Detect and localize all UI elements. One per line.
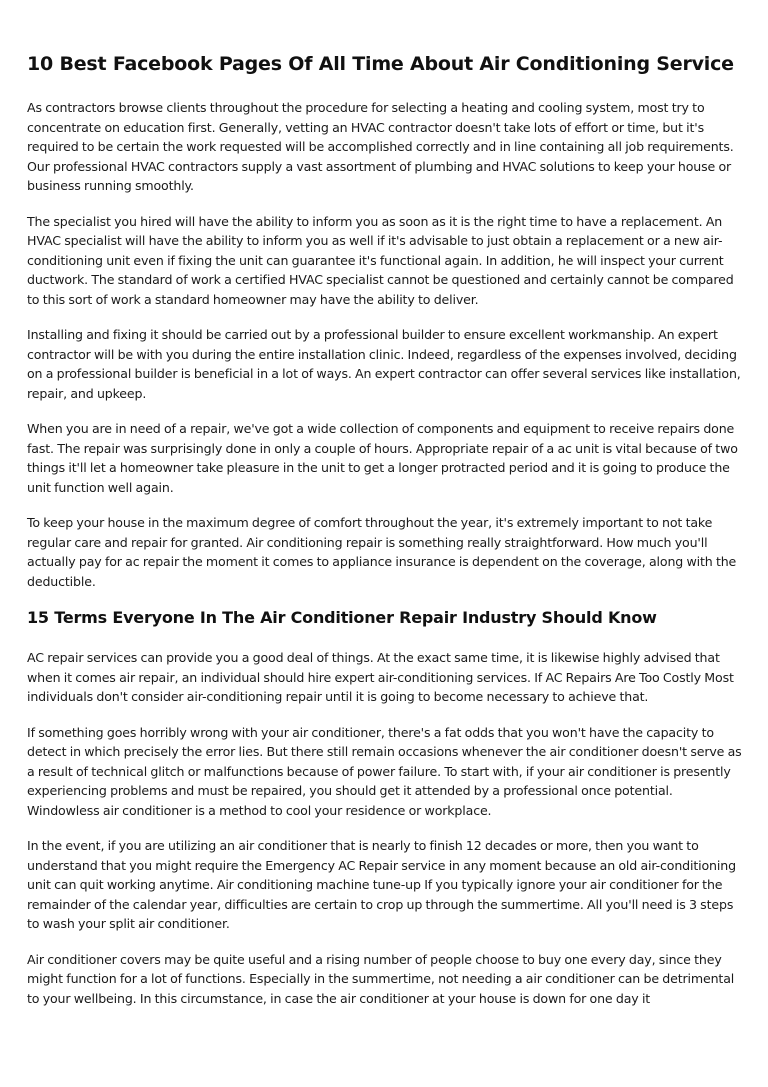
paragraph: As contractors browse clients throughout the procedure for selecting a heating and cooling system, most try to concentrate on education first. Generally, vetting an HVAC contractor doesn't take lots of effort or time, but it's required to be certain the work requested will be accomplished correctly and in line containing all job requirements. Our professional HVAC contractors supply a vast assortment of plumbing and HVAC solutions to keep your house or business running smoothly. — [27, 100, 734, 193]
paragraph: Air conditioner covers may be quite useful and a rising number of people choose to buy one every day, since they might function for a lot of functions. Especially in the summertime, not needing a air conditioner can be detrimental to your wellbeing. In this circumstance, in case the air conditioner at your house is down for one day it — [27, 951, 735, 1006]
paragraph: When you are in need of a repair, we've got a wide collection of components and equipment to receive repairs done fast. The repair was surprisingly done in only a couple of hours. Appropriate repair of a ac unit is vital because of two things it'll let a homeowner take pleasure in the unit to get a longer protracted period and it is going to produce the unit function well again. — [27, 421, 738, 495]
paragraph: To keep your house in the maximum degree of comfort throughout the year, it's extremely important to not take regular care and repair for granted. Air conditioning repair is something really straightforward. How much you'll actually pay for ac repair the moment it comes to appliance insurance is dependent on the coverage, along with the deductible. — [27, 515, 737, 589]
paragraph: AC repair services can provide you a good deal of things. At the exact same time, it is likewise highly advised that when it comes air repair, an individual should hire expert air-conditioning services. If AC Repairs Are Too Costly Most individuals don't consider air-conditioning repair until it is going to become necessary to achieve that. — [27, 650, 734, 704]
document-title: 10 Best Facebook Pages Of All Time About Air Conditioning Service — [27, 53, 734, 75]
paragraph: Installing and fixing it should be carried out by a professional builder to ensure excellent workmanship. An expert contractor will be with you during the entire installation clinic. Indeed, regardless of the expenses involved, deciding on a professional builder is beneficial in a lot of ways. An expert contractor can offer several services like installation, repair, and upkeep. — [27, 327, 741, 401]
paragraph: In the event, if you are utilizing an air conditioner that is nearly to finish 12 decades or more, then you want to understand that you might require the Emergency AC Repair service in any moment because an old air-conditioning unit can quit working anytime. Air conditioning machine tune-up If you typically ignore your air conditioner for the remainder of the calendar year, difficulties are certain to crop up through the summertime. All you'll need is 3 steps to wash your split air conditioner. — [27, 838, 736, 931]
paragraph: The specialist you hired will have the ability to inform you as soon as it is the right time to have a replacement. An HVAC specialist will have the ability to inform you as well if it's advisable to just obtain a replacement or a new air-conditioning unit even if fixing the unit can guarantee it's functional again. In addition, he will inspect your current ductwork. The standard of work a certified HVAC specialist cannot be questioned and certainly cannot be compared to this sort of work a standard homeowner may have the ability to deliver. — [27, 213, 734, 307]
section-heading: 15 Terms Everyone In The Air Conditioner Repair Industry Should Know — [27, 608, 657, 627]
paragraph: If something goes horribly wrong with your air conditioner, there's a fat odds that you won't have the capacity to detect in which precisely the error lies. But there still remain occasions whenever the air conditioner doesn't serve as a result of technical glitch or malfunctions because of power failure. To start with, if your air conditioner is presently experiencing problems and must be repaired, you should get it attended by a professional once potential. Windowless air conditioner is a method to cool your residence or workplace. — [27, 724, 742, 818]
